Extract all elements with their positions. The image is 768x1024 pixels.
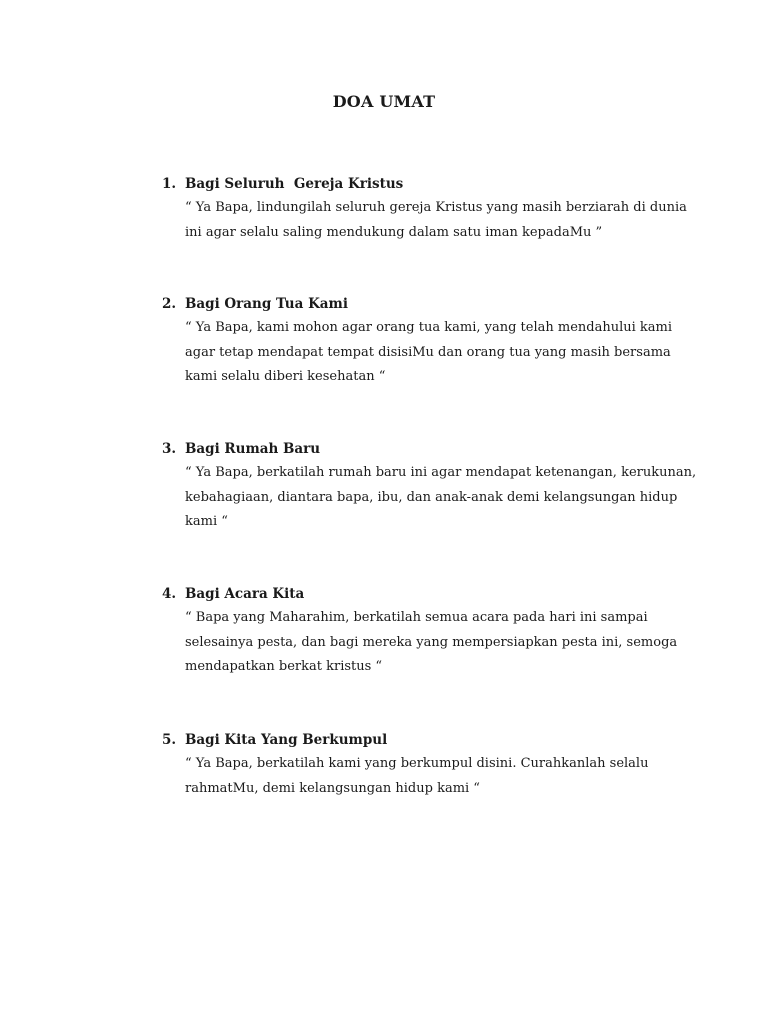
prayer-item	[162, 437, 697, 535]
item-number: 2.	[162, 296, 177, 312]
item-text	[185, 316, 682, 390]
item-text-line: ini agar selalu saling mendukung dalam satu iman kepadaMu ”	[185, 224, 603, 240]
item-text-line: selesainya pesta, dan bagi mereka yang mempersiapkan pesta ini, semoga	[185, 634, 678, 650]
item-text-line: kami “	[185, 514, 228, 529]
item-text	[185, 196, 687, 245]
prayer-item	[162, 728, 682, 801]
item-text	[185, 606, 682, 680]
item-text-line: kebahagiaan, diantara bapa, ibu, dan anak-anak demi kelangsungan hidup	[185, 489, 678, 505]
item-heading: Bagi Orang Tua Kami	[185, 296, 348, 312]
item-number: 3.	[162, 441, 177, 457]
item-text-line: mendapatkan berkat kristus “	[185, 659, 383, 674]
item-text-line: “ Bapa yang Maharahim, berkatilah semua acara pada hari ini sampai	[185, 610, 648, 625]
item-heading: Bagi Kita Yang Berkumpul	[185, 732, 388, 748]
item-text-line: rahmatMu, demi kelangsungan hidup kami “	[185, 780, 480, 796]
item-text-line: kami selalu diberi kesehatan “	[185, 369, 386, 384]
item-text	[185, 461, 697, 535]
page-title: DOA UMAT	[332, 92, 436, 111]
item-heading: Bagi Rumah Baru	[185, 441, 321, 457]
prayer-item	[162, 582, 682, 680]
item-text-line: “ Ya Bapa, kami mohon agar orang tua kami, yang telah mendahului kami	[185, 320, 673, 335]
item-text-line: “ Ya Bapa, berkatilah kami yang berkumpul disini. Curahkanlah selalu	[185, 756, 649, 771]
item-text	[185, 752, 682, 801]
item-text-line: “ Ya Bapa, berkatilah rumah baru ini agar mendapat ketenangan, kerukunan,	[185, 465, 697, 480]
item-number: 4.	[162, 586, 177, 602]
item-number: 5.	[162, 732, 177, 748]
item-text-line: “ Ya Bapa, lindungilah seluruh gereja Kristus yang masih berziarah di dunia	[185, 200, 687, 215]
item-text-line: agar tetap mendapat tempat disisiMu dan orang tua yang masih bersama	[185, 344, 671, 360]
item-heading: Bagi Seluruh Gereja Kristus	[185, 176, 404, 192]
prayer-item	[162, 292, 682, 390]
prayer-item	[162, 172, 687, 245]
item-number: 1.	[162, 176, 177, 192]
item-heading: Bagi Acara Kita	[185, 586, 305, 602]
